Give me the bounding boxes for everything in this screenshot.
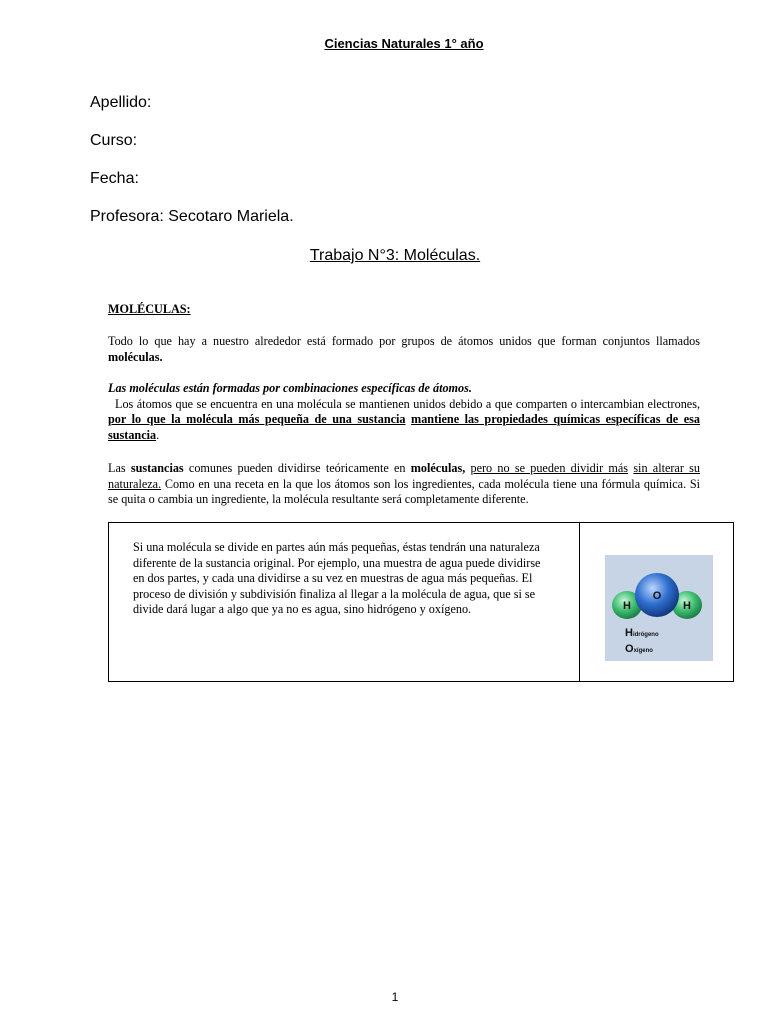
paragraph-2-end: . <box>156 427 160 442</box>
field-fecha: Fecha: <box>90 170 139 187</box>
legend-hydrogen-rest: idrógeno <box>632 632 659 638</box>
paragraph-3-text-3: Como en una receta en la que los átomos son los ingredientes, cada molécula tiene una fórmula química. Si se quita o cambia un ingrediente, la molécula resultante será completamente diferente. <box>108 476 700 506</box>
field-profesora: Profesora: Secotaro Mariela. <box>90 208 294 225</box>
info-box-divider <box>579 523 580 681</box>
paragraph-3-underline-2: sin alterar su naturaleza. <box>108 461 700 491</box>
field-curso: Curso: <box>90 132 138 149</box>
page-number: 1 <box>391 990 399 1004</box>
paragraph-3-bold-1: sustancias <box>130 461 184 475</box>
paragraph-1 <box>108 334 700 365</box>
paragraph-2-underline-1: por lo que la molécula más pequeña de una sustancia <box>108 412 406 426</box>
assignment-title: Trabajo N°3: Moléculas. <box>309 247 481 264</box>
legend-oxygen <box>625 639 653 657</box>
legend-hydrogen-initial: H <box>625 627 633 639</box>
paragraph-3-text-2: comunes pueden dividirse teóricamente en <box>183 461 411 475</box>
water-molecule-figure <box>605 555 713 661</box>
section-heading: MOLÉCULAS: <box>108 302 191 316</box>
paragraph-1-bold: moléculas. <box>108 349 163 364</box>
info-box-text: Si una molécula se divide en partes aún más pequeñas, éstas tendrán una naturaleza diferente de la sustancia original. Por ejemplo, una muestra de agua puede dividirse en dos partes, y cada una dividirse a su vez en muestras de agua más pequeñas. El proceso de división y subdivisión finaliza al llegar a la molécula de agua, que si se divide dará lugar a algo que ya no es agua, sino hidrógeno y oxígeno. <box>133 540 541 616</box>
atom-label-h-right: H <box>683 600 691 612</box>
info-box <box>108 522 734 682</box>
paragraph-3-bold-2: moléculas, <box>410 461 466 475</box>
paragraph-3 <box>108 461 700 508</box>
water-molecule-diagram <box>605 555 713 661</box>
paragraph-3-underline-1: pero no se pueden dividir más <box>470 461 629 475</box>
paragraph-2 <box>108 381 700 443</box>
paragraph-2-text: Los átomos que se encuentra en una molécula se mantienen unidos debido a que comparten o intercambian electrones, <box>115 396 700 411</box>
paragraph-3-text-1: Las <box>108 461 131 475</box>
paragraph-1-text: Todo lo que hay a nuestro alrededor está formado por grupos de átomos unidos que forman conjuntos llamados <box>108 334 700 348</box>
atom-label-o: O <box>652 590 662 602</box>
legend-oxygen-initial: O <box>625 643 634 655</box>
legend-oxygen-rest: xígeno <box>633 648 653 654</box>
paragraph-2-underline-2: mantiene las propiedades químicas específicas de esa sustancia <box>108 412 700 442</box>
document-title: Ciencias Naturales 1° año <box>324 36 484 51</box>
field-apellido: Apellido: <box>90 94 152 111</box>
paragraph-2-emphasis: Las moléculas están formadas por combinaciones específicas de átomos. <box>108 381 472 395</box>
atom-label-h-left: H <box>623 600 631 612</box>
